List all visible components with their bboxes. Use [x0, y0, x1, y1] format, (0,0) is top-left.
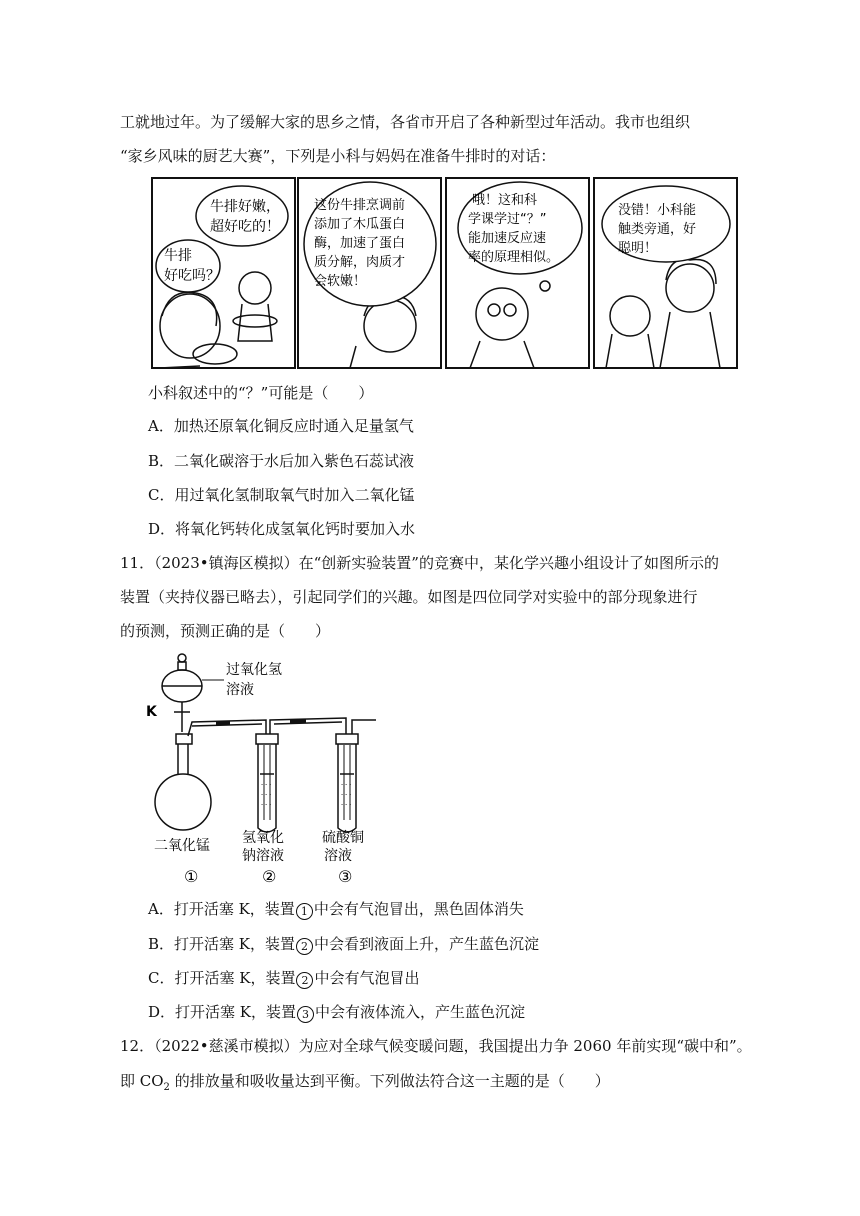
funnel-label-line1: 过氧化氢 [226, 662, 282, 678]
q10-option-a: A．加热还原氧化铜反应时通入足量氢气 [148, 417, 414, 435]
device-number-badge: 3 [297, 1006, 314, 1023]
q11-option-a-prefix: A．打开活塞 K，装置 [148, 900, 295, 918]
device-number-badge: 2 [296, 972, 313, 989]
q11-option-d-prefix: D．打开活塞 K，装置 [148, 1003, 297, 1021]
apparatus-figure [140, 650, 390, 890]
q10-question: 小科叙述中的“？”可能是（ ） [148, 384, 374, 402]
tube3-label-line1: 硫酸铜 [322, 830, 364, 846]
intro-line-1: 工就地过年。为了缓解大家的思乡之情，各省市开启了各种新型过年活动。我市也组织 [120, 113, 691, 131]
q10-option-b: B．二氧化碳溶于水后加入紫色石蕊试液 [148, 452, 415, 470]
svg-text:- - -: - - - [261, 801, 272, 808]
comic-bubble-2-line1: 牛排 [164, 248, 192, 264]
q11-option-b-text: 中会看到液面上升，产生蓝色沉淀 [314, 935, 540, 953]
q11-line-1: 11．（2023•镇海区模拟）在“创新实验装置”的竞赛中，某化学兴趣小组设计了如图所示的 [120, 554, 719, 572]
comic-bubble-2-line2: 好吃吗？ [164, 268, 220, 284]
svg-text:- - -: - - - [341, 791, 352, 798]
comic-panel-3 [470, 281, 550, 368]
q12-line-2 [120, 1071, 610, 1098]
q12-line-1: 12．（2022•慈溪市模拟）为应对全球气候变暖问题，我国提出力争 2060 年前实现“碳中和”。 [120, 1037, 752, 1055]
comic-bubble-1-line2: 超好吃的！ [210, 219, 280, 235]
tube2-label-line2: 钠溶液 [242, 848, 284, 864]
number-3: ③ [338, 867, 353, 886]
comic-bubble-4-line4: 率的原理相似。 [468, 250, 560, 265]
q11-option-d-text: 中会有液体流入，产生蓝色沉淀 [315, 1003, 526, 1021]
comic-strip [150, 176, 740, 370]
comic-bubble-4-line3: 能加速反应速 [468, 231, 547, 246]
q11-option-c-text: 中会有气泡冒出 [314, 969, 420, 987]
comic-panel-4 [606, 259, 720, 368]
q10-option-d: D．将氧化钙转化成氢氧化钙时要加入水 [148, 520, 416, 538]
q12-line-2-prefix: 即 CO [120, 1072, 164, 1090]
tube2-label-line1: 氢氧化 [242, 830, 284, 846]
number-1: ① [184, 867, 199, 886]
q11-line-3: 的预测，预测正确的是（ ） [120, 622, 331, 640]
q11-option-c [148, 968, 419, 989]
comic-bubble-3-line4: 质分解，肉质才 [314, 255, 406, 270]
q11-option-b-prefix: B．打开活塞 K，装置 [148, 935, 295, 953]
co2-subscript: 2 [163, 1082, 170, 1093]
q10-option-c: C．用过氧化氢制取氧气时加入二氧化锰 [148, 486, 415, 504]
q11-line-2: 装置（夹持仪器已略去），引起同学们的兴趣。如图是四位同学对实验中的部分现象进行 [120, 588, 698, 606]
q11-option-d [148, 1002, 525, 1023]
q11-option-a-text: 中会有气泡冒出，黑色固体消失 [313, 900, 524, 918]
comic-bubble-4-line2: 学课学过“？” [468, 212, 547, 227]
comic-bubble-1-line1: 牛排好嫩， [210, 199, 280, 215]
comic-bubble-3-line2: 添加了木瓜蛋白 [314, 217, 406, 232]
comic-bubble-5-line3: 聪明！ [618, 241, 658, 256]
q11-option-c-prefix: C．打开活塞 K，装置 [148, 969, 296, 987]
comic-bubble-3-line5: 会软嫩！ [314, 274, 367, 289]
comic-panel-2 [350, 296, 416, 368]
device-number-badge: 1 [296, 903, 313, 920]
comic-bubble-3-line3: 酶，加速了蛋白 [314, 236, 406, 251]
comic-bubble-1 [196, 186, 288, 246]
q12-line-2-text: 的排放量和吸收量达到平衡。下列做法符合这一主题的是（ ） [169, 1072, 610, 1090]
comic-bubble-4-line1: 哦！这和科 [472, 193, 538, 208]
device-number-badge: 2 [296, 938, 313, 955]
valve-label: K [146, 704, 157, 720]
comic-bubble-5-line2: 触类旁通，好 [618, 222, 697, 237]
intro-line-2: “家乡风味的厨艺大赛”，下列是小科与妈妈在准备牛排时的对话： [120, 147, 556, 165]
number-2: ② [262, 867, 277, 886]
q11-option-a [148, 899, 524, 920]
comic-bubble-5-line1: 没错！小科能 [618, 203, 697, 218]
funnel-label-line2: 溶液 [226, 682, 254, 698]
svg-text:- - -: - - - [261, 791, 272, 798]
svg-text:- - -: - - - [341, 801, 352, 808]
q11-option-b [148, 934, 539, 955]
svg-text:- - -: - - - [261, 781, 272, 788]
comic-bubble-3-line1: 这份牛排烹调前 [314, 198, 406, 213]
tube3-label-line2: 溶液 [324, 848, 352, 864]
flask-label: 二氧化锰 [154, 838, 210, 854]
svg-text:- - -: - - - [341, 781, 352, 788]
